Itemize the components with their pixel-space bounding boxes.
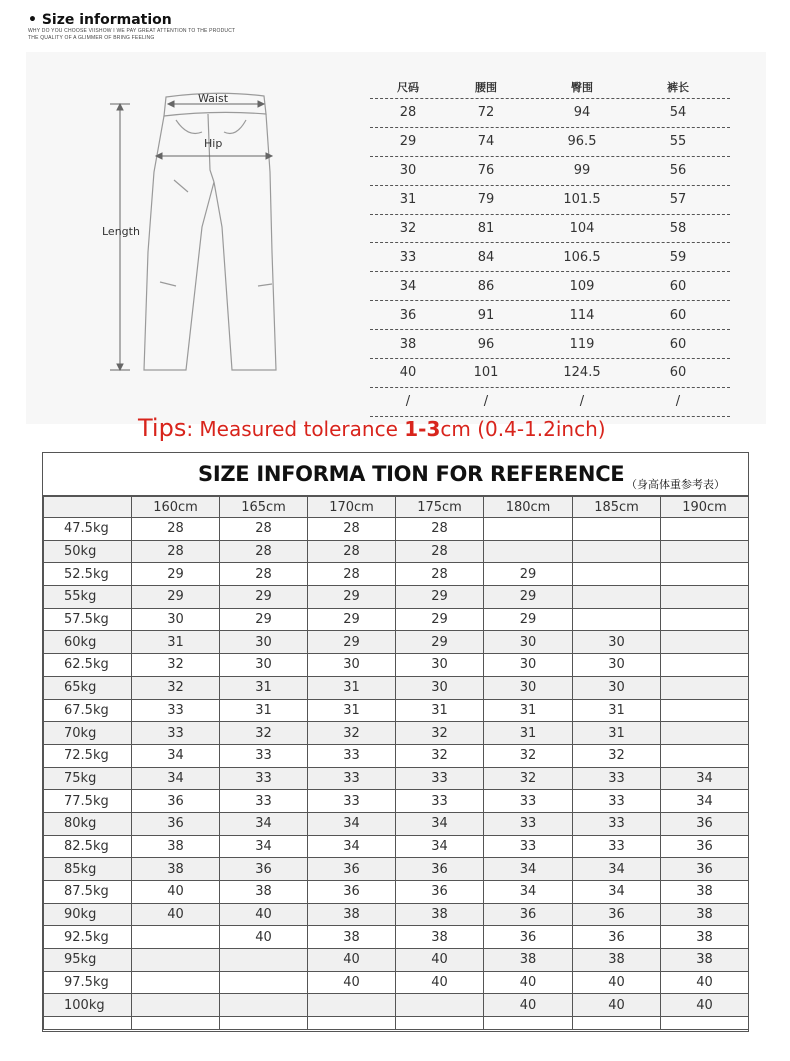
height-header: 190cm [661,497,749,518]
size-table-row [370,301,730,330]
size-cell: 38 [661,881,749,904]
size-cell: 36 [661,835,749,858]
reference-row [44,586,749,609]
size-cell: 33 [220,767,308,790]
size-cell: 32 [132,676,220,699]
size-cell: 28 [396,540,484,563]
waist-label: Waist [198,92,229,105]
size-cell: 38 [573,949,661,972]
cell-size: 28 [399,105,417,121]
reference-row [44,676,749,699]
size-cell: 33 [484,812,573,835]
size-cell: 30 [308,654,396,677]
size-table-row [370,388,730,417]
size-cell: 32 [132,654,220,677]
section-subtitle-2: THE QUALITY OF A GLIMMER OF BRING FEELING [28,35,155,41]
size-cell: 30 [484,676,573,699]
size-cell: 34 [220,835,308,858]
size-cell: 30 [220,631,308,654]
tips-note [138,414,606,442]
size-cell: 31 [132,631,220,654]
size-cell: 30 [220,654,308,677]
size-cell: 40 [396,949,484,972]
header-size: 尺码 [397,81,419,94]
reference-grid [43,496,749,1030]
header-length: 裤长 [667,81,689,94]
size-cell: 28 [308,518,396,541]
size-cell: 36 [396,881,484,904]
cell-hip: 119 [569,336,595,352]
size-cell: 40 [308,971,396,994]
size-cell: 31 [308,676,396,699]
cell-waist: 96 [477,336,495,352]
cell-size: 32 [399,221,417,236]
cell-size: / [405,394,411,410]
size-cell: 32 [308,722,396,745]
weight-cell: 65kg [44,676,132,699]
size-cell: 28 [308,540,396,563]
size-table-row [370,99,730,128]
cell-length: 59 [669,249,687,265]
size-cell [661,699,749,722]
cell-size: 40 [399,365,417,381]
height-header: 160cm [132,497,220,518]
cell-length: 55 [669,134,687,150]
size-cell [573,608,661,631]
reference-row [44,881,749,904]
reference-row [44,744,749,767]
size-cell: 33 [573,767,661,790]
size-cell: 32 [220,722,308,745]
size-cell: 28 [132,540,220,563]
size-cell: 29 [396,631,484,654]
size-cell: 33 [308,744,396,767]
cell-waist: 101 [473,365,499,381]
size-cell: 30 [484,631,573,654]
size-cell: 33 [220,790,308,813]
reference-row [44,518,749,541]
size-cell: 40 [661,994,749,1017]
size-cell: 40 [396,971,484,994]
size-cell [573,563,661,586]
size-cell [661,744,749,767]
height-weight-reference-table [42,452,749,1032]
cell-length: 56 [669,163,687,179]
section-subtitle-1: WHY DO YOU CHOOSE VIISHOW I WE PAY GREAT ATTENTION TO THE PRODUCT [28,28,236,34]
size-cell: 38 [661,903,749,926]
size-cell: 32 [484,744,573,767]
size-cell [661,540,749,563]
size-cell: 40 [220,903,308,926]
reference-row [44,835,749,858]
size-cell [396,1017,484,1030]
size-cell: 40 [308,949,396,972]
reference-title-bar [43,453,748,496]
reference-row [44,949,749,972]
cell-waist: 91 [477,307,495,323]
cell-length: 60 [669,278,687,294]
size-cell: 29 [484,608,573,631]
cell-waist: 74 [477,134,495,150]
size-cell: 30 [573,676,661,699]
size-cell: 34 [573,858,661,881]
cell-hip: 124.5 [563,365,601,381]
cell-length: 58 [669,221,687,236]
size-cell: 34 [132,767,220,790]
cell-waist: 86 [477,278,495,294]
size-cell: 31 [573,699,661,722]
weight-cell: 55kg [44,586,132,609]
cell-waist: / [483,394,489,410]
size-cell [484,1017,573,1030]
cell-hip: 96.5 [567,134,597,150]
size-cell: 36 [220,858,308,881]
cell-hip: 101.5 [563,192,601,208]
size-table-row [370,157,730,186]
reference-row [44,699,749,722]
weight-cell: 57.5kg [44,608,132,631]
length-label: Length [102,225,140,238]
size-cell [132,926,220,949]
size-cell: 36 [308,881,396,904]
size-cell: 38 [661,926,749,949]
size-cell: 40 [573,971,661,994]
cell-size: 34 [399,278,417,294]
height-header: 175cm [396,497,484,518]
size-cell: 32 [484,767,573,790]
cell-waist: 76 [477,163,495,179]
cell-hip: 106.5 [563,249,601,265]
size-cell: 29 [484,563,573,586]
size-cell: 28 [220,540,308,563]
size-cell: 38 [484,949,573,972]
weight-cell: 72.5kg [44,744,132,767]
size-cell: 32 [396,722,484,745]
size-cell: 28 [308,563,396,586]
size-cell [132,1017,220,1030]
size-cell: 28 [396,518,484,541]
section-title: • Size information [28,12,172,28]
cell-size: 31 [399,192,417,208]
size-cell [220,971,308,994]
size-cell: 36 [484,903,573,926]
cell-hip: 99 [573,163,591,179]
size-cell: 34 [484,881,573,904]
cell-waist: 72 [477,105,495,121]
size-cell: 31 [573,722,661,745]
size-cell: 29 [220,586,308,609]
size-cell: 30 [573,631,661,654]
size-cell [661,518,749,541]
size-cell: 30 [132,608,220,631]
size-table-row [370,243,730,272]
cell-hip: 114 [569,307,595,323]
cell-hip: / [579,394,585,410]
size-cell: 30 [484,654,573,677]
size-cell: 38 [308,903,396,926]
weight-cell: 47.5kg [44,518,132,541]
size-cell: 33 [396,767,484,790]
size-cell: 34 [308,812,396,835]
weight-cell: 67.5kg [44,699,132,722]
size-cell [308,994,396,1017]
size-cell [661,586,749,609]
size-cell: 40 [132,903,220,926]
size-cell: 36 [573,926,661,949]
tips-unit: cm (0.4-1.2inch) [440,417,606,441]
cell-hip: 94 [573,105,591,121]
weight-cell: 100kg [44,994,132,1017]
size-cell: 36 [308,858,396,881]
weight-cell [44,1017,132,1030]
size-cell [661,563,749,586]
size-cell: 31 [484,722,573,745]
size-cell: 33 [308,767,396,790]
reference-row [44,971,749,994]
size-cell: 36 [661,858,749,881]
size-cell: 33 [396,790,484,813]
size-table-row [370,215,730,244]
weight-cell: 90kg [44,903,132,926]
size-cell: 33 [484,835,573,858]
size-cell [661,631,749,654]
size-cell: 34 [661,790,749,813]
reference-header-row [44,497,749,518]
size-cell: 33 [573,812,661,835]
weight-cell: 75kg [44,767,132,790]
cell-length: / [675,394,681,410]
size-cell: 33 [573,835,661,858]
size-cell: 28 [220,518,308,541]
size-cell: 28 [396,563,484,586]
size-cell [573,1017,661,1030]
reference-note: （身高体重参考表） [626,478,725,491]
size-cell: 34 [396,812,484,835]
size-cell: 29 [396,608,484,631]
size-cell [661,1017,749,1030]
size-cell: 31 [484,699,573,722]
reference-row [44,608,749,631]
cell-size: 30 [399,163,417,179]
size-cell: 30 [396,654,484,677]
size-cell: 32 [396,744,484,767]
reference-row [44,631,749,654]
size-cell: 40 [132,881,220,904]
size-cell: 31 [220,699,308,722]
tips-text: : Measured tolerance [186,417,405,441]
size-table-row [370,359,730,388]
weight-cell: 77.5kg [44,790,132,813]
weight-cell: 87.5kg [44,881,132,904]
size-cell: 36 [573,903,661,926]
reference-row [44,790,749,813]
size-cell: 29 [308,608,396,631]
size-table-row [370,186,730,215]
size-cell [661,722,749,745]
size-cell [484,540,573,563]
header-hip: 臀围 [571,81,593,94]
pants-diagram [26,52,356,424]
size-cell: 38 [220,881,308,904]
size-cell [220,949,308,972]
size-cell [220,1017,308,1030]
size-cell: 34 [220,812,308,835]
size-cell: 33 [573,790,661,813]
cell-size: 36 [399,307,417,323]
cell-length: 60 [669,365,687,381]
reference-row [44,540,749,563]
corner-cell [44,497,132,518]
cell-size: 38 [399,336,417,352]
weight-cell: 80kg [44,812,132,835]
size-cell [396,994,484,1017]
cell-length: 54 [669,105,687,121]
size-cell: 38 [396,903,484,926]
size-cell: 29 [484,586,573,609]
size-cell: 28 [132,518,220,541]
size-cell: 34 [396,835,484,858]
size-cell [308,1017,396,1030]
size-cell [484,518,573,541]
size-cell: 29 [308,631,396,654]
reference-row [44,722,749,745]
size-cell: 36 [132,790,220,813]
cell-length: 60 [669,336,687,352]
cell-length: 60 [669,307,687,323]
size-cell [132,949,220,972]
size-cell: 36 [484,926,573,949]
reference-row [44,994,749,1017]
size-cell: 38 [132,835,220,858]
weight-cell: 60kg [44,631,132,654]
size-cell: 40 [573,994,661,1017]
size-cell: 33 [132,699,220,722]
weight-cell: 82.5kg [44,835,132,858]
size-cell: 28 [220,563,308,586]
size-cell: 38 [132,858,220,881]
header-waist: 腰围 [475,81,497,94]
size-cell: 40 [484,994,573,1017]
size-table-row [370,272,730,301]
size-cell: 33 [308,790,396,813]
tips-lead: Tips [138,414,187,442]
size-cell: 29 [308,586,396,609]
weight-cell: 52.5kg [44,563,132,586]
height-header: 165cm [220,497,308,518]
cell-length: 57 [669,192,687,208]
size-cell [573,540,661,563]
size-cell: 38 [661,949,749,972]
pants-outline-icon [26,52,356,424]
reference-row [44,563,749,586]
section-header [28,12,235,42]
weight-cell: 97.5kg [44,971,132,994]
size-cell: 31 [396,699,484,722]
height-header: 180cm [484,497,573,518]
size-cell: 29 [132,586,220,609]
size-cell: 40 [661,971,749,994]
size-cell: 29 [132,563,220,586]
size-cell: 38 [308,926,396,949]
size-cell [573,518,661,541]
cell-size: 29 [399,134,417,150]
size-cell: 36 [661,812,749,835]
weight-cell: 50kg [44,540,132,563]
height-header: 170cm [308,497,396,518]
size-table-row [370,128,730,157]
cell-hip: 104 [569,221,595,236]
reference-title: SIZE INFORMA TION FOR REFERENCE [198,462,625,486]
size-table-row [370,330,730,359]
size-cell: 34 [661,767,749,790]
size-cell [220,994,308,1017]
size-cell: 36 [132,812,220,835]
weight-cell: 85kg [44,858,132,881]
cell-waist: 84 [477,249,495,265]
hip-label: Hip [204,137,223,150]
size-cell: 30 [573,654,661,677]
weight-cell: 95kg [44,949,132,972]
size-cell [132,994,220,1017]
size-cell [661,608,749,631]
cell-waist: 81 [477,221,495,236]
size-cell [573,586,661,609]
size-cell: 33 [484,790,573,813]
size-cell: 31 [220,676,308,699]
size-cell: 34 [308,835,396,858]
size-cell [132,971,220,994]
size-cell: 34 [132,744,220,767]
reference-row [44,903,749,926]
size-cell: 36 [396,858,484,881]
reference-row [44,654,749,677]
size-measurement-table [370,76,730,417]
size-cell: 29 [220,608,308,631]
reference-row [44,1017,749,1030]
reference-row [44,767,749,790]
cell-hip: 109 [569,278,595,294]
cell-size: 33 [399,249,417,265]
size-cell: 30 [396,676,484,699]
size-cell: 34 [484,858,573,881]
size-cell: 33 [132,722,220,745]
size-cell: 34 [573,881,661,904]
size-cell: 32 [573,744,661,767]
size-cell [661,654,749,677]
size-cell: 40 [220,926,308,949]
size-cell: 29 [396,586,484,609]
size-cell: 38 [396,926,484,949]
tips-range: 1-3 [404,417,441,441]
reference-row [44,858,749,881]
size-cell: 33 [220,744,308,767]
weight-cell: 92.5kg [44,926,132,949]
height-header: 185cm [573,497,661,518]
reference-row [44,812,749,835]
size-table-header [370,76,730,99]
weight-cell: 70kg [44,722,132,745]
weight-cell: 62.5kg [44,654,132,677]
size-cell: 40 [484,971,573,994]
reference-row [44,926,749,949]
size-cell [661,676,749,699]
cell-waist: 79 [477,192,495,208]
size-cell: 31 [308,699,396,722]
